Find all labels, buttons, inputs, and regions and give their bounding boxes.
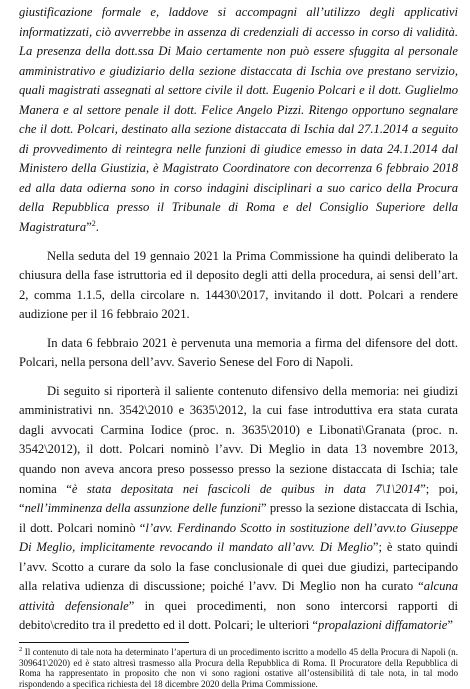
paragraph-memoria: In data 6 febbraio 2021 è pervenuta una memoria a firma del difensore del dott. Polcari, nella persona dell’avv. Saverio Senese del Foro di Napoli.: [19, 335, 458, 370]
text-run: ”; poi, “: [19, 481, 458, 516]
paragraph-continuation: [19, 3, 458, 238]
paragraph-seduta: Nella seduta del 19 gennaio 2021 la Prima Commissione ha quindi deliberato la chiusura della fase istruttoria ed il deposito degli atti della procedura, ai sensi dell’art. 2, comma 1.1.5, della circolare n. 14430\2017, invitando il dott. Polcari a rendere audizione per il 16 febbraio 2021.: [19, 248, 458, 322]
italic-quote: propalazioni diffamatorie: [318, 618, 448, 633]
italic-quote: nell’imminenza della assunzione delle funzioni: [24, 501, 261, 516]
italic-quote: l’avv. Ferdinando Scotto in sostituzione dell’avv.to Giuseppe Di Meglio, implicitamente revocando il mandato all’avv. Di Meglio: [19, 520, 458, 555]
text-run: ” in quei procedimenti, non sono intercorsi rapporti di debito\credito tra il predetto ed il dott. Polcari; le ulteriori “: [19, 598, 459, 633]
paragraph-contenuto-difensivo: [19, 382, 458, 636]
text-run: ” presso la sezione distaccata di Ischia, il dott. Polcari nominò “: [19, 501, 459, 535]
body-text: [19, 3, 458, 636]
text-run: Di seguito si riporterà il saliente contenuto difensivo della memoria: nei giudizi amministrativi nn. 3542\2010 e 3635\2012, la cui fase introduttiva era stata curata dagli avvocati Carmina Iodice (proc. n. 3635\2010) e Libonati\Granata (proc. n. 3542\2012), il dott. Polcari nominò l’avv. Di Meglio in data 13 novembre 2013, quando non aveva ancora preso possesso presso la sezione distaccata di Ischia; tale nomina “: [19, 383, 458, 496]
footnote-text: Il contenuto di tale nota ha determinato l’apertura di un procedimento iscritto a modello 45 della Procura di Napoli (n. 309641\2020) ed è stato altresì trasmesso alla Procura della Repubblica di Roma. Il Procuratore della Repubblica di Roma ha rappresentato in proposito che non vi sono ragioni ostative all’ostensibilità di tale nota, in tal modo rispondendo a specifica richiesta del 18 dicembre 2020 della Prima Commissione.: [19, 647, 458, 689]
sentence-period: .: [95, 220, 99, 235]
footnote-reference[interactable]: 2: [91, 218, 96, 228]
footnote-mark: 2: [19, 645, 23, 653]
text-run: ”; è stato quindi l’avv. Scotto a curare da solo la fase conclusionale di quei due giudizi, partecipando alla relativa udienza di discussione; poiché l’avv. Di Meglio non ha curato “: [19, 540, 458, 594]
footnote-divider: [19, 642, 189, 643]
footnote: [19, 647, 458, 689]
text-run: ”: [447, 618, 453, 633]
italic-quote: alcuna attività defensionale: [19, 579, 458, 613]
italic-quote: giustificazione formale e, laddove si accompagni all’utilizzo degli applicativi informatizzati, ciò avverrebbe in assenza di credenziali di accesso in corso di validità. La presenza della dott.ssa Di Maio certamente non può essere sfuggita al personale amministrativo e giudiziario della sezione distaccata di Ischia ove prestano servizio, quali magistrati assegnati al settore civile il dott. Eugenio Polcari e il dott. Guglielmo Manera e al settore penale il dott. Felice Angelo Pizzi. Ritengo opportuno segnalare che il dott. Polcari, destinato alla sezione distaccata di Ischia dal 27.1.2014 a seguito di provvedimento di reintegra nelle funzioni di giudice emesso in data 24.1.2014 dal Ministero della Giustizia, è Magistrato Coordinatore con decorrenza 6 febbraio 2018 ed alla data odierna sono in corso indagini disciplinari a suo carico della Procura della Repubblica presso il Tribunale di Roma e del Consiglio Superiore della Magistratura: [19, 5, 458, 235]
italic-quote: è stata depositata nei fascicoli de quibus in data 7\1\2014: [71, 481, 421, 496]
closing-quote: ”: [86, 220, 92, 235]
